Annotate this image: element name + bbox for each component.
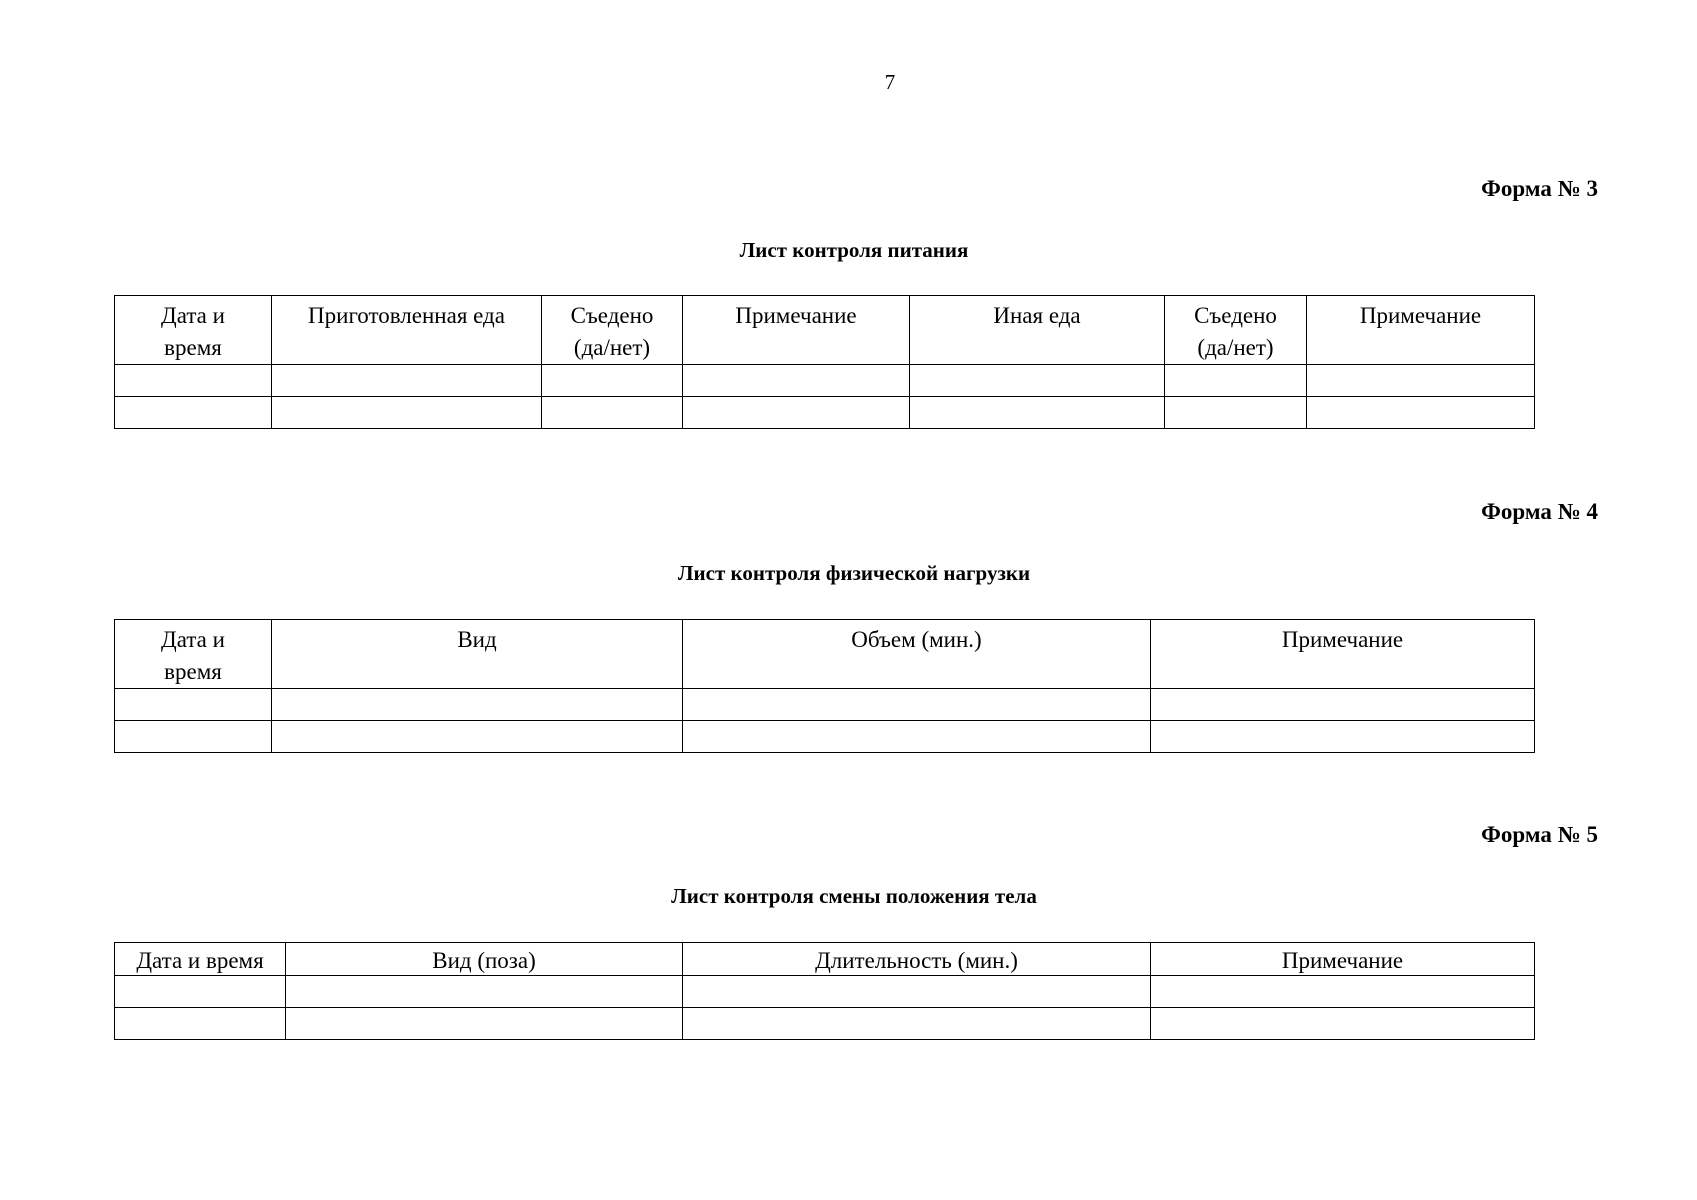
header-eaten-other: Съедено (да/нет) [1165,296,1307,365]
header-date-time: Дата и время [115,943,286,976]
table-cell [683,1008,1151,1040]
header-pose: Вид (поза) [286,943,683,976]
table-cell [1151,689,1535,721]
table-row [115,689,1535,721]
table-cell [115,365,272,397]
form-3-title: Лист контроля питания [739,238,969,262]
table-cell [683,397,910,429]
table-cell [683,721,1151,753]
body-position-control-table [114,942,1535,1040]
table-row [115,397,1535,429]
header-date-time: Дата и время [115,296,272,365]
header-note-other: Примечание [1307,296,1535,365]
header-note: Примечание [1151,943,1535,976]
table-cell [272,365,542,397]
nutrition-control-table [114,295,1535,429]
header-prepared-food: Приготовленная еда [272,296,542,365]
header-duration: Длительность (мин.) [683,943,1151,976]
table-cell [272,689,683,721]
table-cell [542,365,683,397]
form-3-label: Форма № 3 [1481,176,1598,201]
table-cell [272,397,542,429]
table-header-row [115,620,1535,689]
table-cell [1307,397,1535,429]
header-date-time: Дата и время [115,620,272,689]
table-cell [1151,976,1535,1008]
table-row [115,1008,1535,1040]
header-volume: Объем (мин.) [683,620,1151,689]
table-cell [286,1008,683,1040]
table-header-row [115,943,1535,976]
page-number: 7 [884,70,896,94]
physical-activity-control-table [114,619,1535,753]
table-cell [1307,365,1535,397]
header-type: Вид [272,620,683,689]
table-cell [1151,1008,1535,1040]
form-4-label: Форма № 4 [1481,499,1598,524]
table-cell [542,397,683,429]
table-cell [683,689,1151,721]
table-row [115,976,1535,1008]
header-other-food: Иная еда [910,296,1165,365]
table-cell [115,397,272,429]
table-cell [910,365,1165,397]
form-4-title: Лист контроля физической нагрузки [677,561,1031,585]
form-5-label: Форма № 5 [1481,822,1598,847]
table-cell [115,721,272,753]
table-header-row [115,296,1535,365]
table-cell [286,976,683,1008]
table-row [115,721,1535,753]
header-note: Примечание [1151,620,1535,689]
table-cell [683,976,1151,1008]
table-cell [1165,397,1307,429]
table-cell [272,721,683,753]
table-cell [115,1008,286,1040]
table-cell [1151,721,1535,753]
table-cell [1165,365,1307,397]
header-note: Примечание [683,296,910,365]
header-eaten: Съедено (да/нет) [542,296,683,365]
table-row [115,365,1535,397]
table-cell [910,397,1165,429]
table-cell [683,365,910,397]
table-cell [115,976,286,1008]
table-cell [115,689,272,721]
form-5-title: Лист контроля смены положения тела [671,884,1037,908]
